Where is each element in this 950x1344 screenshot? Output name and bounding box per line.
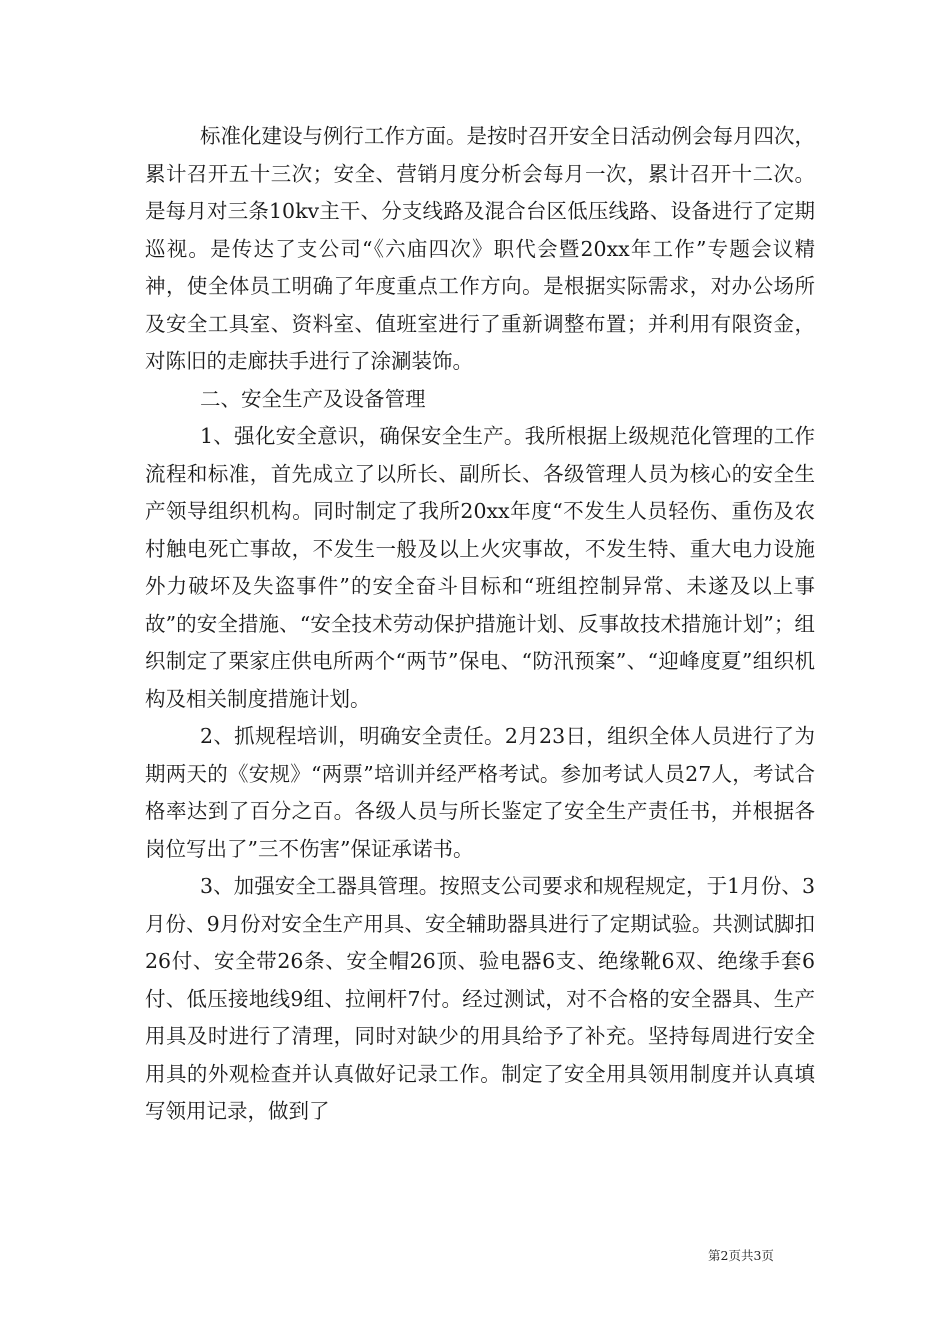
paragraph-standardization: 标准化建设与例行工作方面。是按时召开安全日活动例会每月四次，累计召开五十三次；安全、营销月度分析会每月一次，累计召开十二次。是每月对三条10kv主干、分支线路及混合台区低压线路、设备进行了定期巡视。是传达了支公司“《六庙四次》职代会暨20xx年工作”专题会议精神，使全体员工明确了年度重点工作方向。是根据实际需求，对办公场所及安全工具室、资料室、值班室进行了重新调整布置；并利用有限资金，对陈旧的走廊扶手进行了涂涮装饰。: [145, 124, 815, 373]
paragraph-training: 2、抓规程培训，明确安全责任。2月23日，组织全体人员进行了为期两天的《安规》“两票”培训并经严格考试。参加考试人员27人，考试合格率达到了百分之百。各级人员与所长鉴定了安全生产责任书，并根据各岗位写出了”三不伤害”保证承诺书。: [145, 724, 815, 861]
section-heading-safety: 二、安全生产及设备管理: [200, 386, 426, 411]
paragraph-safety-awareness: 1、强化安全意识，确保安全生产。我所根据上级规范化管理的工作流程和标准，首先成立了以所长、副所长、各级管理人员为核心的安全生产领导组织机构。同时制定了我所20xx年度“不发生人员轻伤、重伤及农村触电死亡事故，不发生一般及以上火灾事故，不发生特、重大电力设施外力破坏及失盗事件”的安全奋斗目标和“班组控制异常、未遂及以上事故”的安全措施、“安全技术劳动保护措施计划、反事故技术措施计划”；组织制定了栗家庄供电所两个“两节”保电、“防汛预案”、“迎峰度夏”组织机构及相关制度措施计划。: [145, 424, 815, 711]
document-body: [145, 118, 815, 1131]
page-number: 第2页共3页: [708, 1248, 774, 1263]
paragraph-equipment-management: 3、加强安全工器具管理。按照支公司要求和规程规定，于1月份、3月份、9月份对安全生产用具、安全辅助器具进行了定期试验。共测试脚扣26付、安全带26条、安全帽26顶、验电器6支、绝缘靴6双、绝缘手套6付、低压接地线9组、拉闸杆7付。经过测试，对不合格的安全器具、生产用具及时进行了清理，同时对缺少的用具给予了补充。坚持每周进行安全用具的外观检查并认真做好记录工作。制定了安全用具领用制度并认真填写领用记录，做到了: [145, 874, 815, 1123]
